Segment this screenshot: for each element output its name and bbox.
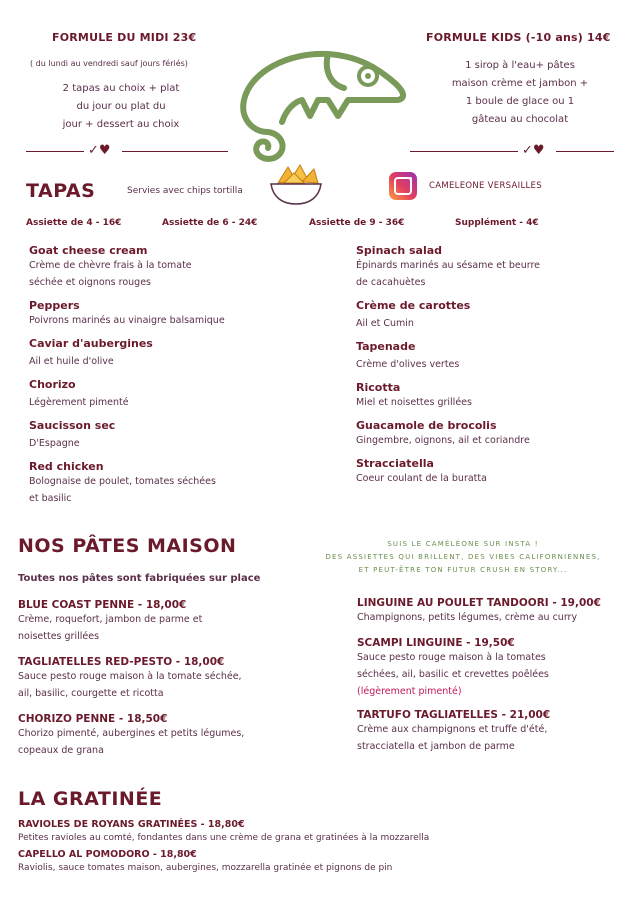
chips-bowl-icon — [268, 163, 324, 207]
formule-midi-body: 2 tapas au choix + plat du jour ou plat du jour + dessert au choix — [62, 83, 180, 130]
price-supplement: Supplément - 4€ — [455, 218, 539, 228]
gratinee-item: CAPELLO AL POMODORO - 18,80€ Raviolis, sauce tomates maison, aubergines, mozzarella gratinée et pignons de pin — [18, 849, 393, 873]
pates-note: Toutes nos pâtes sont fabriquées sur place — [18, 573, 261, 584]
pasta-item: TARTUFO TAGLIATELLES - 21,00€ Crème aux champignons et truffe d'été, stracciatella et jambon de parme — [357, 709, 551, 752]
divider-line — [122, 151, 228, 152]
divider-line — [410, 151, 518, 152]
pasta-item: SCAMPI LINGUINE - 19,50€ Sauce pesto rouge maison à la tomates séchées, ail, basilic et crevettes poêlées (légèrement pimenté) — [357, 637, 549, 697]
formule-kids-title: FORMULE KIDS (-10 ans) 14€ — [426, 31, 611, 44]
instagram-icon[interactable] — [389, 172, 417, 200]
formule-midi-title: FORMULE DU MIDI 23€ — [52, 31, 197, 44]
divider-line — [556, 151, 614, 152]
tapas-right-column — [356, 244, 626, 487]
pasta-item: LINGUINE AU POULET TANDOORI - 19,00€ Champignons, petits légumes, crème au curry — [357, 597, 601, 623]
tapas-item: Spinach salad Épinards marinés au sésame et beurre de cacahuètes — [356, 244, 541, 288]
price-6: Assiette de 6 - 24€ — [162, 218, 258, 228]
formule-kids-body: 1 sirop à l'eau+ pâtes maison crème et jambon + 1 boule de glace ou 1 gâteau au chocolat — [451, 60, 589, 125]
gratinee-item: RAVIOLES DE ROYANS GRATINÉES - 18,80€ Petites ravioles au comté, fondantes dans une crème de grana et gratinées à la mozzarella — [18, 819, 430, 843]
tapas-item: Guacamole de brocolis Gingembre, oignons, ail et coriandre — [356, 419, 530, 446]
tapas-item: Saucisson sec D'Espagne — [29, 419, 116, 449]
tapas-item: Chorizo Légèrement pimenté — [29, 378, 129, 408]
gratinee-title: LA GRATINÉE — [18, 788, 163, 810]
pates-left-column — [18, 599, 338, 759]
tapas-subtitle: Servies avec chips tortilla — [127, 186, 243, 196]
tapas-item: Goat cheese cream Crème de chèvre frais à la tomate séchée et oignons rouges — [29, 244, 192, 288]
tapas-left-column — [29, 244, 329, 507]
pates-title: NOS PÂTES MAISON — [18, 535, 237, 557]
pasta-item: CHORIZO PENNE - 18,50€ Chorizo pimenté, aubergines et petits légumes, copeaux de grana — [18, 713, 245, 756]
gratinee-list — [18, 819, 618, 877]
tapas-item: Stracciatella Coeur coulant de la buratta — [356, 457, 487, 484]
tapas-item: Red chicken Bolognaise de poulet, tomates séchées et basilic — [29, 460, 216, 504]
tapas-title: TAPAS — [26, 180, 96, 202]
price-4: Assiette de 4 - 16€ — [26, 218, 122, 228]
formule-midi-note: ( du lundi au vendredi sauf jours fériés) — [30, 59, 188, 68]
tapas-item: Peppers Poivrons marinés au vinaigre balsamique — [29, 299, 225, 326]
price-9: Assiette de 9 - 36€ — [309, 218, 405, 228]
tapas-item: Ricotta Miel et noisettes grillées — [356, 381, 472, 408]
heart-icon: ✓♥ — [522, 143, 545, 158]
tapas-item: Tapenade Crème d'olives vertes — [356, 340, 460, 370]
pasta-item: BLUE COAST PENNE - 18,00€ Crème, roquefort, jambon de parme et noisettes grillées — [18, 599, 203, 642]
heart-icon: ✓♥ — [88, 143, 111, 158]
pates-right-column — [357, 597, 629, 755]
insta-promo: SUIS LE CAMÉLÉONE SUR INSTA ! DES ASSIETTES QUI BRILLENT, DES VIBES CALIFORNIENNES, ET PEUT-ÊTRE TON FUTUR CRUSH EN STORY... — [325, 540, 601, 574]
pasta-item: TAGLIATELLES RED-PESTO - 18,00€ Sauce pesto rouge maison à la tomate séchée, ail, basilic, courgette et ricotta — [18, 656, 242, 699]
instagram-handle[interactable]: CAMELEONE VERSAILLES — [429, 181, 542, 191]
chameleon-logo — [228, 40, 414, 168]
tapas-item: Crème de carottes Ail et Cumin — [356, 299, 471, 329]
tapas-item: Caviar d'aubergines Ail et huile d'olive — [29, 337, 153, 367]
divider-line — [26, 151, 84, 152]
